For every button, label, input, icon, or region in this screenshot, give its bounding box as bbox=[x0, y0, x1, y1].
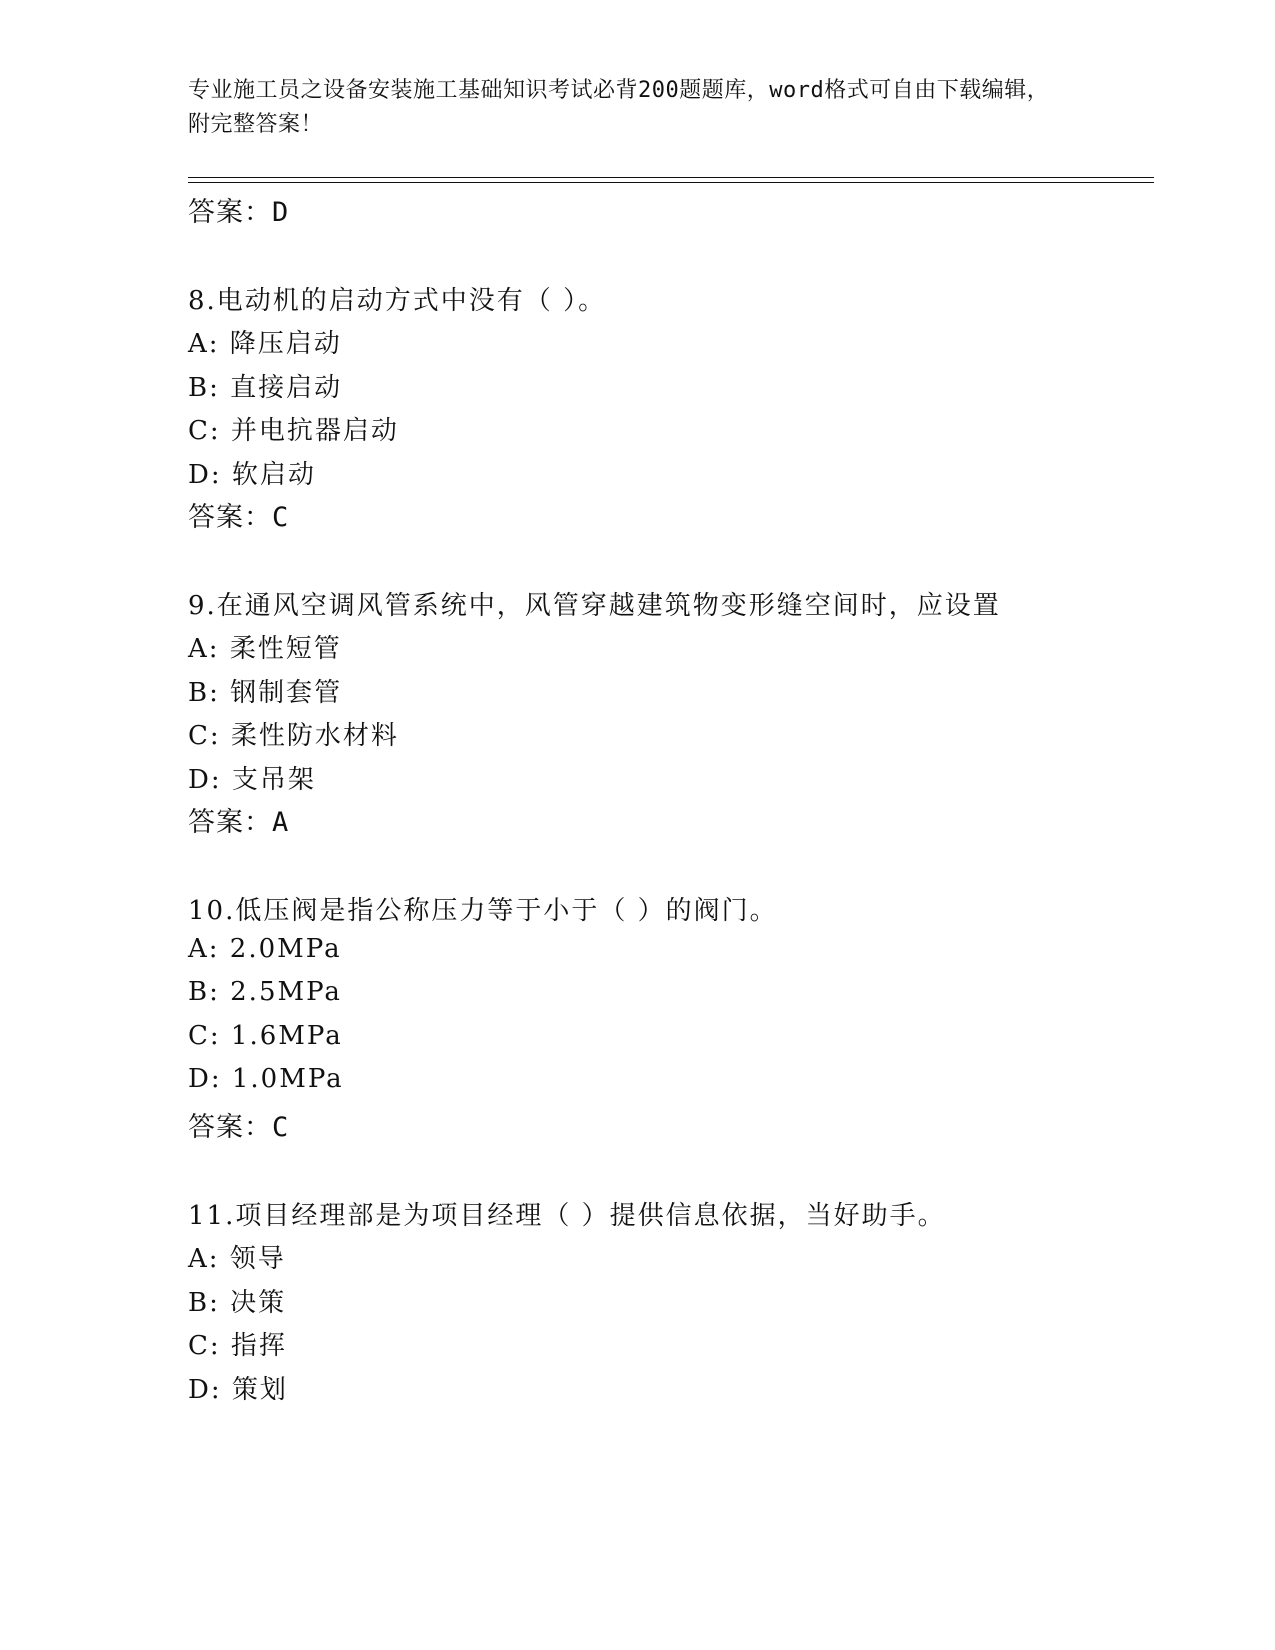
header-divider-top bbox=[188, 177, 1154, 178]
q8-option-a: A: 降压启动 bbox=[188, 329, 342, 359]
q9-option-b: B: 钢制套管 bbox=[188, 678, 343, 708]
header-divider-bottom bbox=[188, 182, 1154, 183]
q10-option-b: B: 2.5MPa bbox=[188, 977, 342, 1007]
answer-q10: 答案：C bbox=[188, 1112, 290, 1143]
q10-option-c: C: 1.6MPa bbox=[188, 1021, 343, 1051]
question-11: 11.项目经理部是为项目经理（ ）提供信息依据，当好助手。 bbox=[188, 1201, 946, 1231]
question-9: 9.在通风空调风管系统中，风管穿越建筑物变形缝空间时，应设置 bbox=[188, 591, 1001, 621]
answer-q7: 答案：D bbox=[188, 197, 290, 228]
q8-option-b: B: 直接启动 bbox=[188, 373, 343, 403]
answer-q9: 答案：A bbox=[188, 807, 290, 838]
q11-option-a: A: 领导 bbox=[188, 1244, 286, 1274]
q10-option-d: D: 1.0MPa bbox=[188, 1064, 344, 1094]
question-10: 10.低压阀是指公称压力等于小于（ ）的阀门。 bbox=[188, 896, 778, 926]
q11-option-d: D: 策划 bbox=[188, 1375, 288, 1405]
q11-option-c: C: 指挥 bbox=[188, 1331, 287, 1361]
q11-option-b: B: 决策 bbox=[188, 1288, 287, 1318]
q10-option-a: A: 2.0MPa bbox=[188, 934, 342, 964]
answer-q8: 答案：C bbox=[188, 502, 290, 533]
q9-option-d: D: 支吊架 bbox=[188, 765, 316, 795]
document-header: 专业施工员之设备安装施工基础知识考试必背200题题库，word格式可自由下载编辑，附完整答案！ bbox=[188, 78, 1050, 137]
q8-option-c: C: 并电抗器启动 bbox=[188, 416, 399, 446]
question-8: 8.电动机的启动方式中没有（ ）。 bbox=[188, 286, 607, 316]
q8-option-d: D: 软启动 bbox=[188, 460, 316, 490]
q9-option-c: C: 柔性防水材料 bbox=[188, 721, 399, 751]
q9-option-a: A: 柔性短管 bbox=[188, 634, 342, 664]
